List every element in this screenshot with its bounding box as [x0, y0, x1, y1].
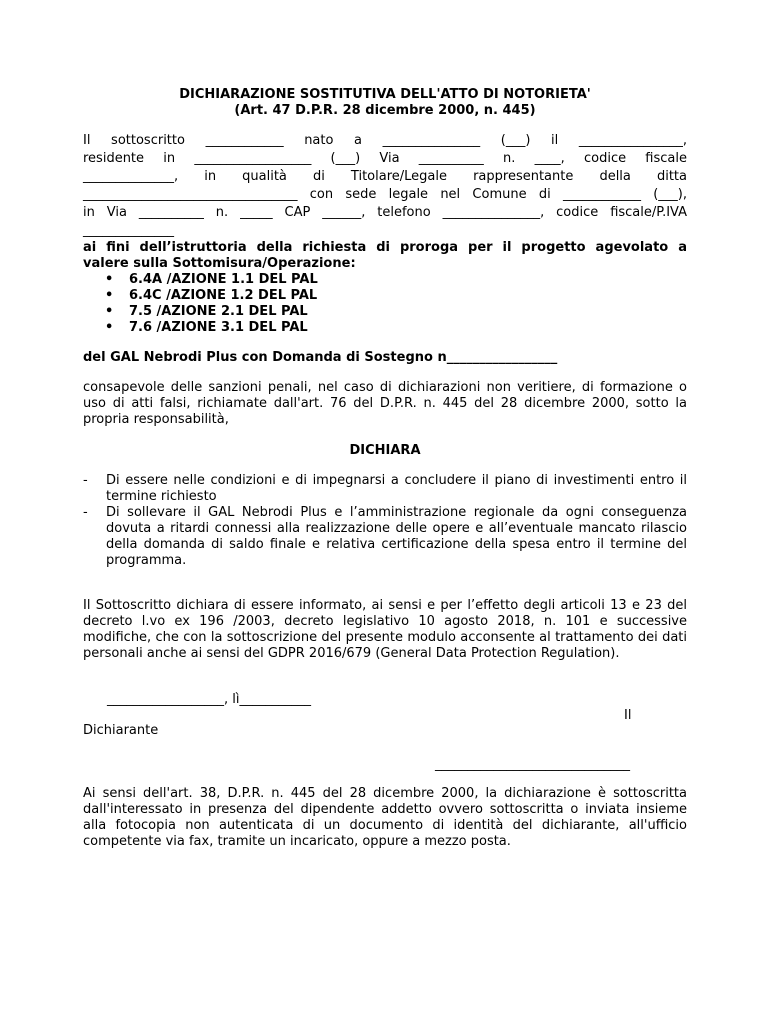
intro-line-2: residente in __________________ (___) Via __________ n. ____, codice fiscale [83, 151, 687, 166]
declarations-section [83, 473, 687, 569]
intro-line-1: Il sottoscritto ____________ nato a _______________ (___) il ________________, [83, 133, 687, 148]
bullet-icon: • [105, 304, 114, 319]
list-item [83, 272, 687, 288]
document-title [83, 87, 687, 119]
signature-line: ______________________________ [435, 757, 630, 772]
list-item [83, 473, 687, 505]
action-label: 7.6 /AZIONE 3.1 DEL PAL [129, 320, 308, 335]
declaration-text: Di sollevare il GAL Nebrodi Plus e l’amministrazione regionale da ogni conseguenza dovuta a ritardi connessi alla realizzazione delle opere e all’eventuale mancato rilascio della domanda di saldo finale e relativa certificazione della spesa entro il termine del programma. [106, 505, 687, 568]
purpose-section [83, 240, 687, 336]
list-item [83, 505, 687, 569]
footer-note: Ai sensi dell'art. 38, D.P.R. n. 445 del 28 dicembre 2000, la dichiarazione è sottoscritta dall'interessato in presenza del dipendente addetto ovvero sottoscritta o inviata insieme alla fotocopia non autenticata di un documento di identità del dichiarante, all'ufficio competente via fax, tramite un incaricato, oppure a mezzo posta. [83, 786, 687, 849]
intro-line-6: ______________ [83, 223, 174, 238]
declares-heading: DICHIARA [349, 443, 421, 458]
list-item [83, 304, 687, 320]
action-label: 6.4C /AZIONE 1.2 DEL PAL [129, 288, 318, 303]
purpose-line-1: ai fini dell’istruttoria della richiesta di proroga per il progetto agevolato a [83, 240, 687, 255]
declaration-text: Di essere nelle condizioni e di impegnarsi a concludere il piano di investimenti entro il termine richiesto [106, 473, 687, 504]
gal-application-line: del GAL Nebrodi Plus con Domanda di Sostegno n_________________ [83, 350, 558, 365]
intro-line-3: ______________, in qualità di Titolare/Legale rappresentante della ditta [83, 169, 687, 184]
declarations-list [83, 473, 687, 569]
awareness-paragraph: consapevole delle sanzioni penali, nel caso di dichiarazioni non veritiere, di formazione o uso di atti falsi, richiamate dall'art. 76 del D.P.R. n. 445 del 28 dicembre 2000, sotto la propria responsabilità, [83, 380, 687, 427]
intro-line-5: in Via __________ n. _____ CAP ______, telefono _______________, codice fiscale/P.IVA [83, 205, 687, 220]
list-item [83, 288, 687, 304]
privacy-paragraph: Il Sottoscritto dichiara di essere informato, ai sensi e per l’effetto degli articoli 13 e 23 del decreto l.vo ex 196 /2003, decreto legislativo 10 agosto 2018, n. 101 e successive modifiche, che con la sottoscrizione del presente modulo acconsente al trattamento dei dati personali anche ai sensi del GDPR 2016/679 (General Data Protection Regulation). [83, 598, 687, 661]
declarant-details [83, 132, 687, 240]
bullet-icon: • [105, 320, 114, 335]
bullet-icon: • [105, 288, 114, 303]
place-date-field: __________________, lì___________ [107, 692, 311, 707]
action-label: 7.5 /AZIONE 2.1 DEL PAL [129, 304, 308, 319]
purpose-line-2: valere sulla Sottomisura/Operazione: [83, 256, 356, 271]
dash-marker: - [83, 473, 88, 488]
bullet-icon: • [105, 272, 114, 287]
list-item [83, 320, 687, 336]
intro-line-4: _________________________________ con sede legale nel Comune di ____________ (___), [83, 187, 687, 202]
title-line-2: (Art. 47 D.P.R. 28 dicembre 2000, n. 445) [234, 103, 536, 118]
action-label: 6.4A /AZIONE 1.1 DEL PAL [129, 272, 318, 287]
signature-dichiarante: Dichiarante [83, 723, 159, 738]
actions-list [83, 272, 687, 336]
dash-marker: - [83, 505, 88, 520]
signature-il: Il [624, 708, 632, 723]
title-line-1: DICHIARAZIONE SOSTITUTIVA DELL'ATTO DI NOTORIETA' [179, 87, 591, 102]
